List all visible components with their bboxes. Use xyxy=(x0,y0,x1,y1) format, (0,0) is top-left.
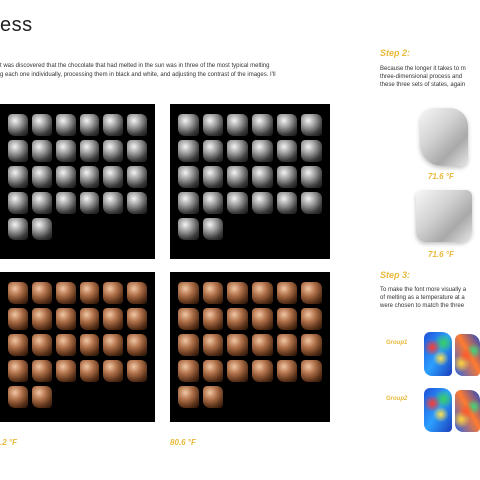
melted-letter-image xyxy=(277,282,298,304)
melted-letter-image xyxy=(301,308,322,330)
melted-letter-image xyxy=(103,334,123,356)
melted-letter-image xyxy=(178,282,199,304)
melted-letter-image xyxy=(56,282,76,304)
melted-letter-image xyxy=(203,360,224,382)
panel-temp-label-left: .2 °F xyxy=(0,438,17,447)
melted-letter-image xyxy=(80,192,100,214)
melted-letter-image xyxy=(227,360,248,382)
step-3-line-1: To make the font more visually a xyxy=(380,287,467,293)
step-2-line-2: three-dimensional process and xyxy=(380,74,463,80)
melted-letter-image xyxy=(56,360,76,382)
melted-letter-image xyxy=(56,140,76,162)
melted-letter-image xyxy=(252,282,273,304)
melted-letter-image xyxy=(8,114,28,136)
melted-letter-image xyxy=(203,334,224,356)
melted-letter-image xyxy=(32,192,52,214)
melted-letter-image xyxy=(8,192,28,214)
melted-letter-image xyxy=(227,334,248,356)
step-2-heading: Step 2: xyxy=(380,48,411,58)
melted-letter-image xyxy=(32,282,52,304)
melted-letter-image xyxy=(103,360,123,382)
melted-letter-image xyxy=(8,360,28,382)
melted-letter-image xyxy=(277,114,298,136)
melted-letter-image xyxy=(178,308,199,330)
melted-letter-image xyxy=(277,140,298,162)
step-2-temp-label-2: 71.6 °F xyxy=(428,250,454,259)
melted-letter-image xyxy=(178,360,199,382)
bronze-letters-panel-left xyxy=(0,272,155,422)
melted-letter-image xyxy=(301,114,322,136)
melted-letter-image xyxy=(127,114,147,136)
panel-temp-label-right: 80.6 °F xyxy=(170,438,196,447)
step-3-line-3: were chosen to match the three xyxy=(380,303,465,309)
melted-letter-image xyxy=(277,308,298,330)
melted-letter-image xyxy=(32,166,52,188)
silver-letters-panel-left xyxy=(0,104,155,259)
melted-letter-image xyxy=(8,334,28,356)
melted-letter-image xyxy=(80,282,100,304)
melted-letter-image xyxy=(8,140,28,162)
melted-letter-image xyxy=(227,308,248,330)
step-3-line-2: of melting as a temperature at a xyxy=(380,295,465,301)
melted-letter-image xyxy=(32,140,52,162)
melted-letter-image xyxy=(252,308,273,330)
melted-letter-image xyxy=(32,360,52,382)
melted-letter-image xyxy=(252,114,273,136)
melted-letter-image xyxy=(178,166,199,188)
melted-letter-image xyxy=(203,192,224,214)
melted-letter-image xyxy=(252,166,273,188)
melted-letter-image xyxy=(301,140,322,162)
intro-paragraph xyxy=(0,62,350,80)
melted-letter-image xyxy=(56,192,76,214)
melted-letter-image xyxy=(32,308,52,330)
melted-letter-image xyxy=(32,386,52,408)
melted-letter-image xyxy=(127,334,147,356)
page-title: ess xyxy=(0,14,33,36)
melted-letter-image xyxy=(227,282,248,304)
melted-letter-image xyxy=(277,166,298,188)
melted-letter-image xyxy=(178,386,199,408)
melted-letter-image xyxy=(8,308,28,330)
melted-letter-image xyxy=(127,166,147,188)
melted-letter-image xyxy=(127,192,147,214)
melted-letter-image xyxy=(252,360,273,382)
melted-letter-image xyxy=(203,386,224,408)
melted-letter-image xyxy=(103,140,123,162)
group-1-heatmap-b xyxy=(455,334,480,376)
group-2-label: Group2 xyxy=(386,396,408,402)
melted-letter-image xyxy=(56,334,76,356)
melted-letter-image xyxy=(56,114,76,136)
group-2-heatmap-a xyxy=(424,388,452,432)
melted-letter-image xyxy=(178,192,199,214)
melted-letter-image xyxy=(8,218,28,240)
melted-letter-image xyxy=(178,218,199,240)
intro-line-2: g each one individually, processing them in black and white, and adjusting the contrast of the images. I'll xyxy=(0,72,276,78)
melted-letter-image xyxy=(32,218,52,240)
melted-letter-image xyxy=(203,218,224,240)
melted-letter-image xyxy=(252,334,273,356)
melted-letter-image xyxy=(8,166,28,188)
melted-letter-image xyxy=(227,192,248,214)
step-2-line-1: Because the longer it takes to m xyxy=(380,66,466,72)
melted-letter-image xyxy=(8,282,28,304)
melted-letter-image xyxy=(80,308,100,330)
melted-letter-image xyxy=(127,360,147,382)
melted-letter-image xyxy=(277,360,298,382)
melted-letter-render-2 xyxy=(416,190,472,242)
melted-letter-image xyxy=(103,282,123,304)
melted-letter-image xyxy=(178,114,199,136)
melted-letter-image xyxy=(127,308,147,330)
melted-letter-image xyxy=(277,334,298,356)
step-3-text xyxy=(380,286,480,310)
melted-letter-image xyxy=(56,166,76,188)
melted-letter-image xyxy=(301,192,322,214)
melted-letter-image xyxy=(227,166,248,188)
melted-letter-image xyxy=(103,166,123,188)
melted-letter-image xyxy=(301,282,322,304)
step-3-heading: Step 3: xyxy=(380,270,411,280)
melted-letter-image xyxy=(227,114,248,136)
melted-letter-image xyxy=(277,192,298,214)
melted-letter-render-1 xyxy=(420,108,468,166)
melted-letter-image xyxy=(8,386,28,408)
melted-letter-image xyxy=(178,140,199,162)
melted-letter-image xyxy=(103,308,123,330)
melted-letter-image xyxy=(203,140,224,162)
melted-letter-image xyxy=(80,360,100,382)
group-1-heatmap-a xyxy=(424,332,452,376)
melted-letter-image xyxy=(103,192,123,214)
melted-letter-image xyxy=(32,334,52,356)
silver-letters-panel-right xyxy=(170,104,330,259)
melted-letter-image xyxy=(203,282,224,304)
melted-letter-image xyxy=(103,114,123,136)
melted-letter-image xyxy=(203,308,224,330)
melted-letter-image xyxy=(127,140,147,162)
step-2-temp-label-1: 71.6 °F xyxy=(428,172,454,181)
step-2-text xyxy=(380,65,480,89)
melted-letter-image xyxy=(301,360,322,382)
melted-letter-image xyxy=(301,334,322,356)
melted-letter-image xyxy=(80,114,100,136)
melted-letter-image xyxy=(80,166,100,188)
step-2-line-3: these three sets of states, again xyxy=(380,82,466,88)
group-2-heatmap-b xyxy=(455,390,480,432)
group-1-label: Group1 xyxy=(386,340,408,346)
melted-letter-image xyxy=(227,140,248,162)
melted-letter-image xyxy=(32,114,52,136)
melted-letter-image xyxy=(178,334,199,356)
melted-letter-image xyxy=(252,192,273,214)
bronze-letters-panel-right xyxy=(170,272,330,422)
melted-letter-image xyxy=(127,282,147,304)
melted-letter-image xyxy=(252,140,273,162)
melted-letter-image xyxy=(203,166,224,188)
melted-letter-image xyxy=(301,166,322,188)
melted-letter-image xyxy=(56,308,76,330)
melted-letter-image xyxy=(80,140,100,162)
intro-line-1: t was discovered that the chocolate that had melted in the sun was in three of the most typical melting xyxy=(0,63,270,69)
melted-letter-image xyxy=(203,114,224,136)
melted-letter-image xyxy=(80,334,100,356)
